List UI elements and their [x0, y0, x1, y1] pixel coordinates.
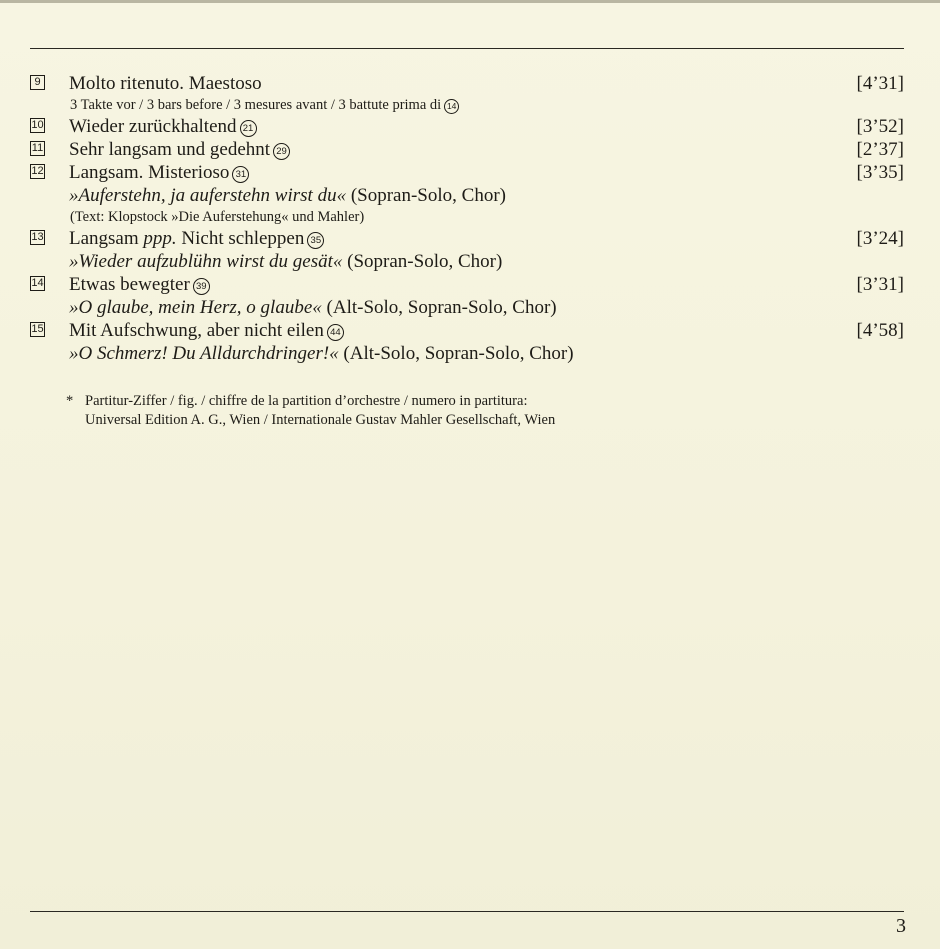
- track-number-box: 12: [31, 165, 44, 177]
- track-duration: [3’24]: [856, 228, 904, 249]
- track-duration: [4’58]: [856, 320, 904, 341]
- track-13-row: [30, 227, 904, 250]
- rehearsal-cue: 21: [240, 120, 257, 137]
- track-number-box: 14: [31, 277, 44, 289]
- rehearsal-cue: 44: [327, 324, 344, 341]
- track-number-box: 15: [31, 323, 44, 335]
- rehearsal-cue: 29: [273, 143, 290, 160]
- voices: (Sopran-Solo, Chor): [342, 251, 503, 272]
- voices: (Sopran-Solo, Chor): [346, 185, 506, 206]
- footnote: [66, 392, 556, 430]
- track-number-box: 11: [31, 142, 44, 154]
- track-duration: [3’35]: [856, 162, 904, 183]
- lyric-incipit: »Wieder aufzublühn wirst du gesät«: [69, 251, 343, 272]
- track-title: Mit Aufschwung, aber nicht eilen 44: [69, 319, 344, 342]
- rehearsal-cue: 35: [307, 232, 324, 249]
- track-10-row: [30, 115, 904, 138]
- lyric-incipit: »O Schmerz! Du Alldurchdringer!«: [69, 343, 339, 364]
- footnote-line-2: Universal Edition A. G., Wien / Internationale Gustav Mahler Gesellschaft, Wien: [85, 412, 556, 428]
- page-number: 3: [896, 915, 906, 937]
- footnote-line-1: Partitur-Ziffer / fig. / chiffre de la partition d’orchestre / numero in partitura:: [85, 393, 528, 409]
- rehearsal-cue: 31: [232, 166, 249, 183]
- track-14-lyric: [30, 296, 904, 319]
- page-top-edge: [0, 0, 940, 3]
- track-12-row: [30, 161, 904, 184]
- track-13-lyric: [30, 250, 904, 273]
- lyric-incipit: »O glaube, mein Herz, o glaube«: [69, 297, 322, 318]
- track-number-box: 9: [30, 75, 45, 90]
- rehearsal-cue: 14: [444, 99, 459, 114]
- track-number-box: 13: [31, 231, 44, 243]
- track-duration: [3’52]: [856, 116, 904, 137]
- track-number-box: 10: [31, 119, 44, 131]
- track-title: Molto ritenuto. Maestoso: [69, 73, 262, 94]
- track-15-row: [30, 319, 904, 342]
- rehearsal-cue: 39: [193, 278, 210, 295]
- track-duration: [2’37]: [856, 139, 904, 160]
- voices: (Alt-Solo, Sopran-Solo, Chor): [321, 297, 557, 318]
- track-title: Langsam. Misterioso 31: [69, 161, 249, 184]
- bottom-rule: [30, 911, 904, 912]
- footnote-marker: *: [66, 393, 74, 409]
- track-title: Langsam ppp. Nicht schleppen 35: [69, 227, 324, 250]
- track-title: Etwas bewegter 39: [69, 273, 210, 296]
- lyric-incipit: »Auferstehn, ja auferstehn wirst du«: [69, 185, 347, 206]
- top-rule: [30, 48, 904, 49]
- track-14-row: [30, 273, 904, 296]
- track-title: Wieder zurückhaltend 21: [69, 115, 257, 138]
- track-list: [30, 72, 904, 365]
- track-duration: [4’31]: [856, 73, 904, 94]
- track-9-note: 3 Takte vor / 3 bars before / 3 mesures avant / 3 battute prima di 14: [30, 95, 904, 115]
- track-11-row: [30, 138, 904, 161]
- track-15-lyric: [30, 342, 904, 365]
- track-9-row: [30, 72, 904, 95]
- track-duration: [3’31]: [856, 274, 904, 295]
- track-12-lyric: [30, 184, 904, 207]
- track-title: Sehr langsam und gedehnt 29: [69, 138, 290, 161]
- voices: (Alt-Solo, Sopran-Solo, Chor): [338, 343, 574, 364]
- track-12-text-credit: (Text: Klopstock »Die Auferstehung« und Mahler): [70, 209, 365, 225]
